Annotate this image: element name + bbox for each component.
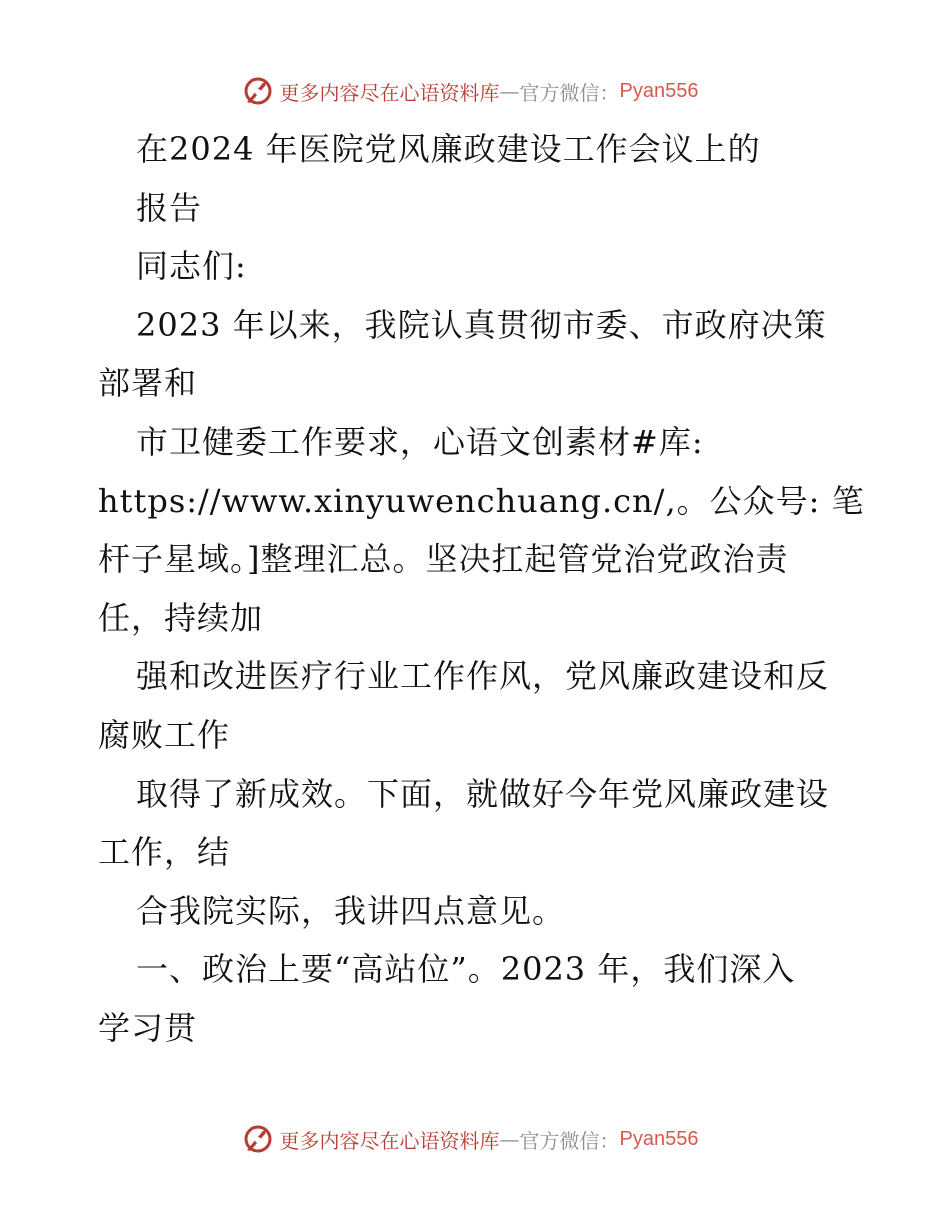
header-separator: — — [499, 79, 520, 103]
doc-paragraph-line: 杆子星域。]整理汇总。坚决扛起管党治党政治责 — [98, 540, 789, 579]
doc-paragraph-line: 部署和 — [98, 364, 198, 403]
doc-title-line-2: 报告 — [136, 188, 203, 227]
doc-title-line-1: 在2024 年医院党风廉政建设工作会议上的 — [136, 130, 761, 168]
document-body — [98, 120, 865, 1058]
doc-salutation: 同志们: — [136, 247, 247, 286]
footer-separator: — — [499, 1127, 520, 1151]
doc-paragraph-line: 合我院实际，我讲四点意见。 — [136, 891, 566, 930]
doc-paragraph-line: 任，持续加 — [98, 598, 264, 637]
doc-paragraph-line: 工作，结 — [98, 833, 231, 872]
doc-paragraph-line: 学习贯 — [98, 1008, 198, 1047]
footer-wechat-label: 官方微信： — [519, 1128, 620, 1153]
footer-banner — [242, 1123, 699, 1155]
header-wechat-label: 官方微信： — [519, 80, 620, 105]
doc-paragraph-line: 市卫健委工作要求，心语文创素材#库: — [136, 422, 704, 461]
header-banner — [242, 75, 699, 107]
pen-logo-icon — [242, 1123, 274, 1155]
doc-paragraph-line: 腐败工作 — [98, 715, 231, 754]
doc-paragraph-line: 强和改进医疗行业工作作风，党风廉政建设和反 — [136, 657, 830, 696]
header-promo-text: 更多内容尽在心语资料库 — [279, 80, 500, 105]
pen-logo-icon — [242, 75, 274, 107]
page-header — [0, 74, 950, 108]
doc-section-heading-line: 一、政治上要“高站位”。2023 年，我们深入 — [136, 950, 796, 989]
doc-paragraph-line: 取得了新成效。下面，就做好今年党风廉政建设 — [136, 774, 830, 813]
doc-paragraph-line: https://www.xinyuwenchuang.cn/,。公众号: 笔 — [98, 481, 865, 520]
page-footer — [0, 1122, 950, 1156]
doc-paragraph-line: 2023 年以来，我院认真贯彻市委、市政府决策 — [136, 305, 827, 344]
footer-wechat-id: Pyan556 — [619, 1127, 699, 1150]
footer-promo-text: 更多内容尽在心语资料库 — [279, 1128, 500, 1153]
header-wechat-id: Pyan556 — [619, 79, 699, 102]
